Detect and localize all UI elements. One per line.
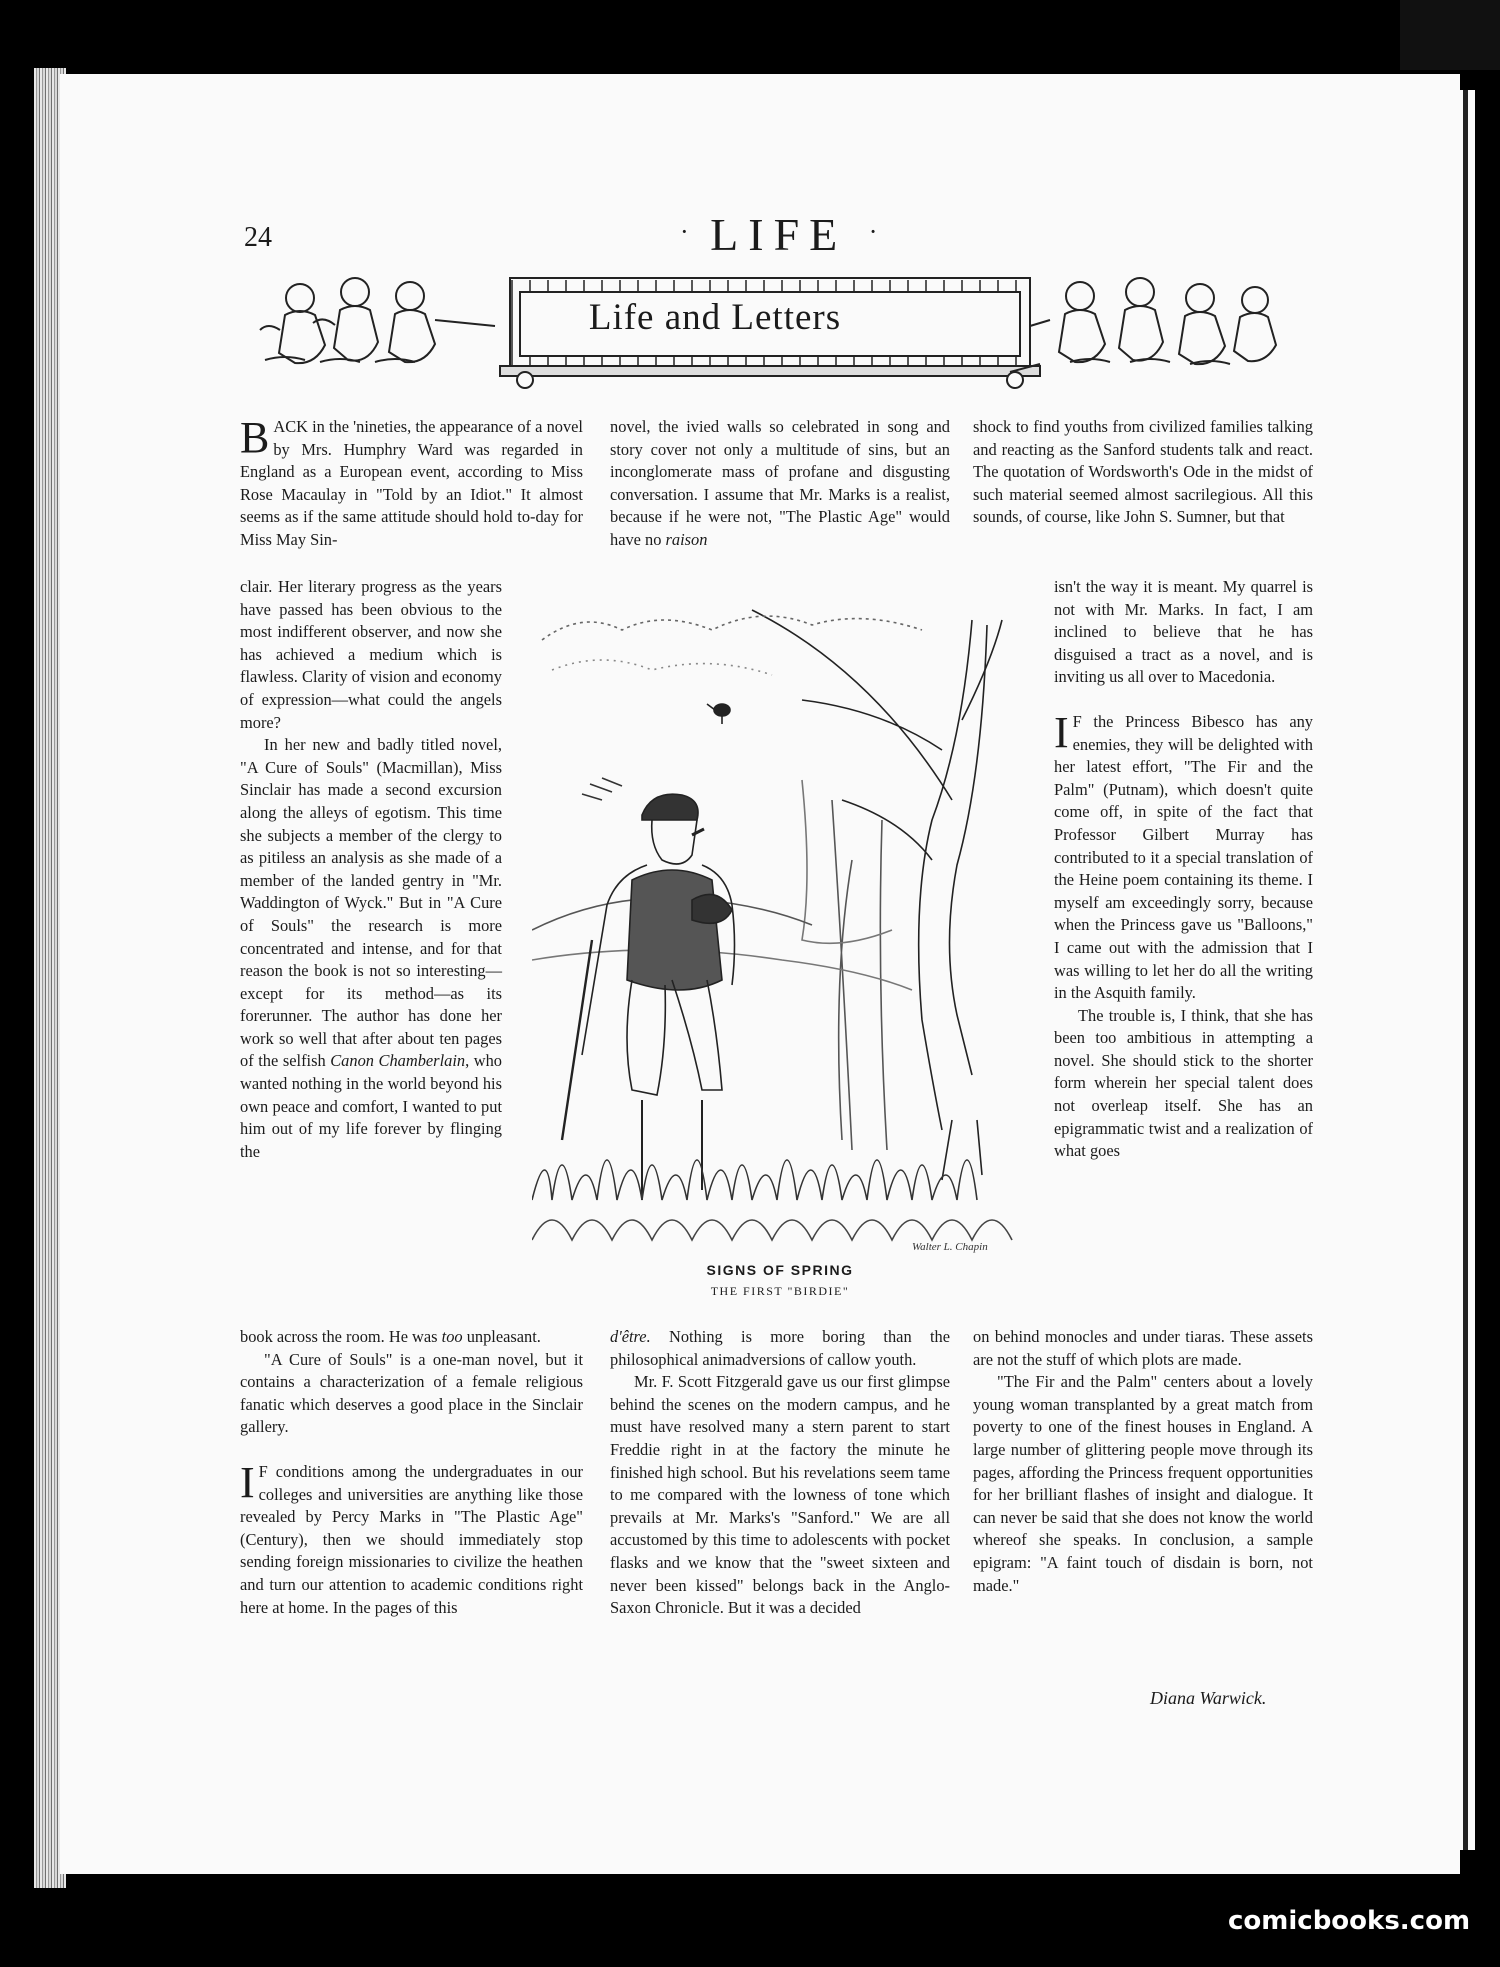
col3-paragraph-1-rest: isn't the way it is meant. My quarrel is not with Mr. Marks. In fact, I am inclined to believe that he has disguised a tract as a novel, and is inviting us all over to Macedonia. xyxy=(1054,577,1313,687)
col1-paragraph-2-rest: , who wanted nothing in the world beyond his own peace and comfort, I wanted to put him out of my life forever by flinging the xyxy=(240,1051,502,1161)
col1-paragraph-2-italic: Canon Chamberlain xyxy=(330,1051,466,1071)
section-title: Life and Letters xyxy=(588,297,842,338)
illustration-caption xyxy=(560,1262,1000,1299)
col3-paragraph-4: "The Fir and the Palm" centers about a lovely young woman transplanted by a great match from poverty to one of the finest houses in England. A large number of glittering people move through its pages, affording the Princess frequent opportunities for her brilliant flashes of insight and dialogue. It can never be said that she does not know the world whereof she speaks. In conclusion, a sample epigram: "A faint touch of disdain is born, not made." xyxy=(973,1372,1313,1595)
col1-paragraph-1-top: ACK in the 'nineties, the appearance of a novel by Mrs. Humphry Ward was regarded in England as a European event, according to Miss Rose Macaulay in "Told by an Idiot." It almost seems as if the same attitude should hold to-day for Miss May Sin- xyxy=(240,417,583,549)
column-2-bottom xyxy=(610,1326,950,1620)
col1-paragraph-3: "A Cure of Souls" is a one-man novel, but it contains a characterization of a female religious fanatic which deserves a good place in the Sinclair gallery. xyxy=(240,1349,583,1437)
column-3-bottom xyxy=(973,1326,1313,1597)
col1-paragraph-2-end: book across the room. He was xyxy=(240,1327,442,1346)
col1-paragraph-2-end-rest: unpleasant. xyxy=(462,1327,541,1346)
masthead-dot-left: · xyxy=(680,217,689,246)
masthead-title: LIFE xyxy=(710,209,848,260)
watermark: comicbooks.com xyxy=(1228,1906,1471,1936)
column-1-narrow xyxy=(240,576,502,1163)
golfer-in-meadow-illustration xyxy=(532,600,1022,1260)
col1-paragraph-2: In her new and badly titled novel, "A Cure of Souls" (Macmillan), Miss Sinclair has made a second excursion along the alleys of egotism. This time she subjects a member of the clergy to as pitiless an analysis as she made of a member of the landed gentry in "Mr. Waddington of Wyck." But in "A Cure of Souls" the research is more concentrated and intense, and for that reason the book is not so interesting—except for its method—as its forerunner. The author has done her work so well that after about ten pages of the selfish xyxy=(240,735,502,1071)
drop-cap-b: B xyxy=(240,413,270,462)
drop-cap-i-2: I xyxy=(1054,707,1069,757)
col2-paragraph-1-end-italic: d'être. xyxy=(610,1327,651,1346)
col1-paragraph-1-rest: clair. Her literary progress as the years have passed has been obvious to the most indifferent observer, and now she has achieved a medium which is flawless. Clarity of vision and economy of expression—what could the angels more? xyxy=(240,577,502,732)
caption-subtitle: THE FIRST "BIRDIE" xyxy=(710,1284,850,1298)
page-number: 24 xyxy=(244,222,272,253)
column-3-top xyxy=(973,416,1313,529)
column-1-bottom xyxy=(240,1326,583,1619)
col2-paragraph-2: Mr. F. Scott Fitzgerald gave us our first glimpse behind the scenes on the modern campus, and he must have resolved many a stern parent to start Freddie right in at the factory the minute he finished high school. But his revelations seem tame to me compared with the lowness of tone which prevails at Mr. Marks's "Sanford." We are all accustomed by this time to adolescents with pocket flasks and we know that the "sweet sixteen and never been kissed" belongs back in the Anglo-Saxon Chronicle. But it was a decided xyxy=(610,1372,950,1618)
col1-paragraph-4: F conditions among the undergraduates in our colleges and universities are anything like those revealed by Percy Marks in "The Plastic Age" (Century), then we should immediately stop sending foreign missionaries to civilize the heathen and turn our attention to academic conditions right here at home. In the pages of this xyxy=(240,1461,583,1617)
col3-paragraph-2: F the Princess Bibesco has any enemies, they will be delighted with her latest effort, "The Fir and the Palm" (Putnam), which doesn't quite come off, in spite of the fact that Professor Gilbert Murray has contributed to it a special translation of the Heine poem containing its theme. I myself am exceedingly sorry, because when the Princess gave us "Balloons," I came out with the admission that I was willing to let her do all the writing in the Asquith family. xyxy=(1054,711,1313,1003)
next-page-edge xyxy=(1455,90,1475,1850)
column-2-top xyxy=(610,416,950,552)
col3-paragraph-3: The trouble is, I think, that she has been too ambitious in attempting a novel. She should stick to the shorter form wherein her special talent does not overleap itself. She has an epigrammatic twist and a realization of what goes xyxy=(1054,1005,1313,1161)
col2-paragraph-1-italic: raison xyxy=(665,529,708,549)
col2-paragraph-1: novel, the ivied walls so celebrated in song and story cover not only a multitude of sins, but an inconglomerate mass of profane and disgusting conversation. I assume that Mr. Marks is a realist, because if he were not, "The Plastic Age" would have no xyxy=(610,417,950,549)
masthead xyxy=(680,208,877,261)
col3-paragraph-3-end: on behind monocles and under tiaras. These assets are not the stuff of which plots are made. xyxy=(973,1327,1313,1369)
author-signature: Diana Warwick. xyxy=(1150,1688,1267,1708)
masthead-dot-right: · xyxy=(868,217,878,246)
column-1-top xyxy=(240,413,583,552)
column-3-narrow xyxy=(1054,576,1313,1163)
drop-cap-i: I xyxy=(240,1457,255,1507)
col2-paragraph-1-end: Nothing is more boring than the philosophical animadversions of callow youth. xyxy=(610,1327,950,1369)
artist-signature: Walter L. Chapin xyxy=(912,1241,988,1253)
scan-background xyxy=(1400,0,1500,70)
caption-title: SIGNS OF SPRING xyxy=(706,1262,854,1278)
col1-paragraph-2-end-italic: too xyxy=(441,1327,463,1346)
col3-paragraph-1: shock to find youths from civilized families talking and reacting as the Sanford students talk and react. The quotation of Wordsworth's Ode in the midst of such material seemed almost sacrilegious. All this sounds, of course, like John S. Sumner, but that xyxy=(973,417,1313,527)
